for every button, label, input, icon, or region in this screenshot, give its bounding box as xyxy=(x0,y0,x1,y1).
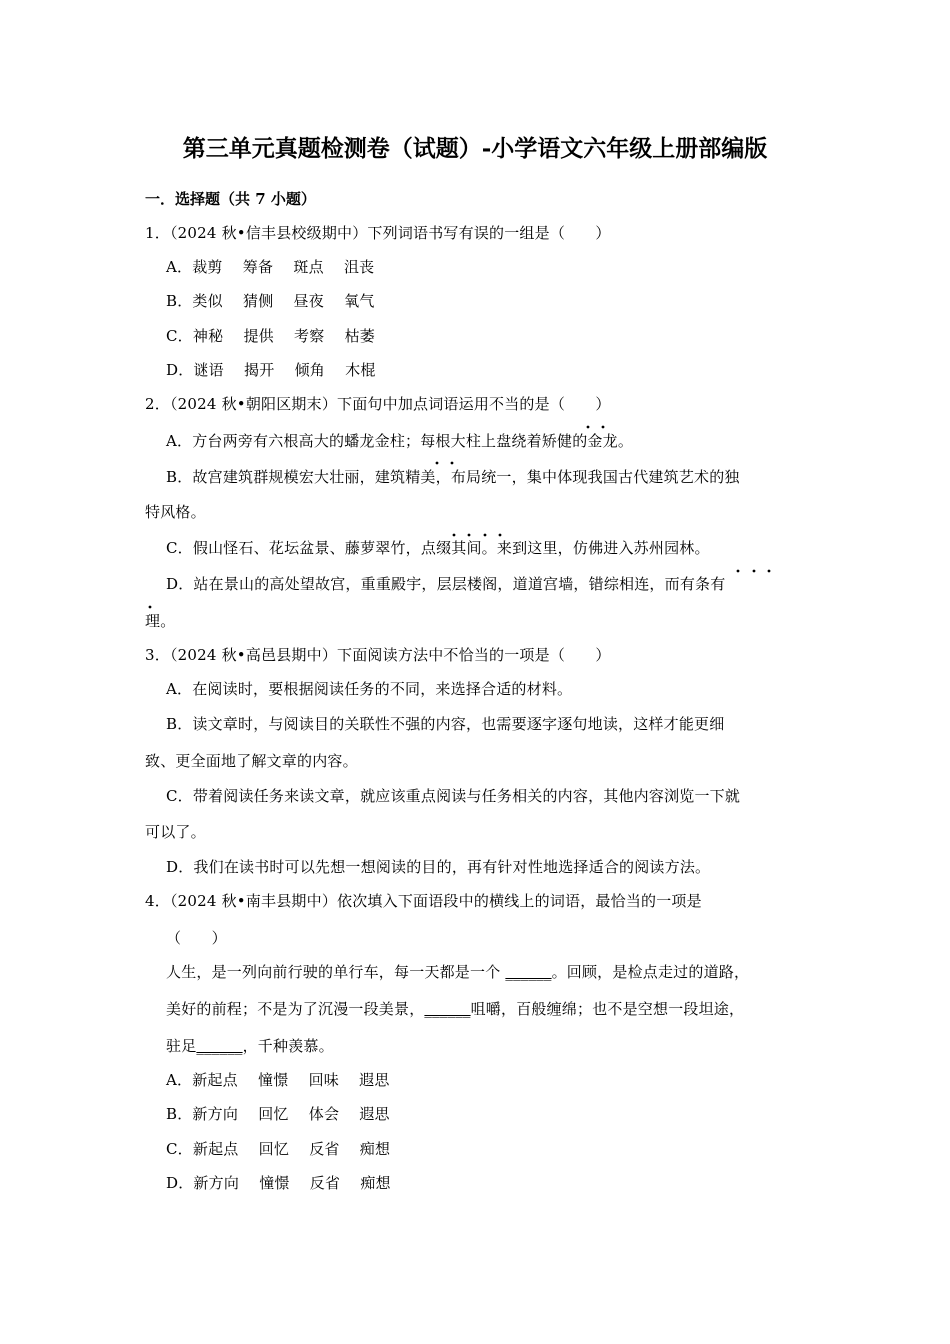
question-2-option-b: B．故宫建筑群规模宏大壮丽，建筑精美，布局统一，集中体现我国古代建筑艺术的独 xyxy=(166,468,740,486)
section-heading: 一．选择题（共 7 小题） xyxy=(145,190,316,208)
question-1-option-b: B．类似 猜侧 昼夜 氧气 xyxy=(166,292,375,310)
question-4-stem: 4．（2024 秋•南丰县期中）依次填入下面语段中的横线上的词语，最恰当的一项是 xyxy=(145,892,702,910)
question-2-stem: 2．（2024 秋•朝阳区期末）下面句中加点词语运用不当的是（ ） xyxy=(145,395,611,413)
question-4-passage-line-2 xyxy=(166,998,744,1020)
passage-text: 驻足 xyxy=(166,1037,197,1055)
question-1-option-c: C．神秘 提供 考察 枯萎 xyxy=(166,327,375,345)
fill-blank-1: ______ xyxy=(505,963,552,981)
question-3-stem: 3．（2024 秋•高邑县期中）下面阅读方法中不恰当的一项是（ ） xyxy=(145,646,611,664)
passage-text: 。回顾，是检点走过的道路， xyxy=(551,963,750,981)
question-3-option-c-continued: 可以了。 xyxy=(145,823,206,841)
question-4-passage-line-3 xyxy=(166,1035,334,1057)
fill-blank-3: ______ xyxy=(196,1037,243,1055)
question-2-option-d-continued: 理。 xyxy=(145,612,176,630)
passage-text: ，千种羡慕。 xyxy=(242,1037,334,1055)
question-4-answer-paren: （ ） xyxy=(166,929,227,947)
question-3-option-b: B．读文章时，与阅读目的关联性不强的内容，也需要逐字逐句地读，这样才能更细 xyxy=(166,715,725,733)
question-2-option-d: D．站在景山的高处望故宫，重重殿宇，层层楼阁，道道宫墙，错综相连，而有条有 xyxy=(166,575,726,593)
passage-text: 咀嚼，百般缠绵；也不是空想一段坦途， xyxy=(470,1000,745,1018)
question-4-passage-line-1 xyxy=(166,961,749,983)
fill-blank-2: ______ xyxy=(424,1000,471,1018)
question-3-option-a: A．在阅读时，要根据阅读任务的不同，来选择合适的材料。 xyxy=(166,680,573,698)
question-3-option-c: C．带着阅读任务来读文章，就应该重点阅读与任务相关的内容，其他内容浏览一下就 xyxy=(166,787,741,805)
question-3-option-d: D．我们在读书时可以先想一想阅读的目的，再有针对性地选择适合的阅读方法。 xyxy=(166,858,711,876)
question-2-option-b-continued: 特风格。 xyxy=(145,503,206,521)
passage-text: 美好的前程；不是为了沉漫一段美景， xyxy=(166,1000,425,1018)
question-2-option-a: A．方台两旁有六根高大的蟠龙金柱；每根大柱上盘绕着矫健的金龙。 xyxy=(166,432,634,450)
question-4-option-c: C．新起点 回忆 反省 痴想 xyxy=(166,1140,391,1158)
question-1-option-d: D．谜语 揭开 倾角 木棍 xyxy=(166,361,376,379)
question-4-option-d: D．新方向 憧憬 反省 痴想 xyxy=(166,1174,391,1192)
question-1-stem: 1．（2024 秋•信丰县校级期中）下列词语书写有误的一组是（ ） xyxy=(145,224,611,242)
document-title: 第三单元真题检测卷（试题）-小学语文六年级上册部编版 xyxy=(182,135,768,162)
question-4-option-a: A．新起点 憧憬 回味 遐思 xyxy=(166,1071,390,1089)
question-3-option-b-continued: 致、更全面地了解文章的内容。 xyxy=(145,752,358,770)
passage-text: 人生，是一列向前行驶的单行车，每一天都是一个 xyxy=(166,963,506,981)
question-2-option-c: C．假山怪石、花坛盆景、藤萝翠竹，点缀其间。来到这里，仿佛进入苏州园林。 xyxy=(166,539,710,557)
question-4-option-b: B．新方向 回忆 体会 遐思 xyxy=(166,1105,390,1123)
question-1-option-a: A．裁剪 筹备 斑点 沮丧 xyxy=(166,258,375,276)
